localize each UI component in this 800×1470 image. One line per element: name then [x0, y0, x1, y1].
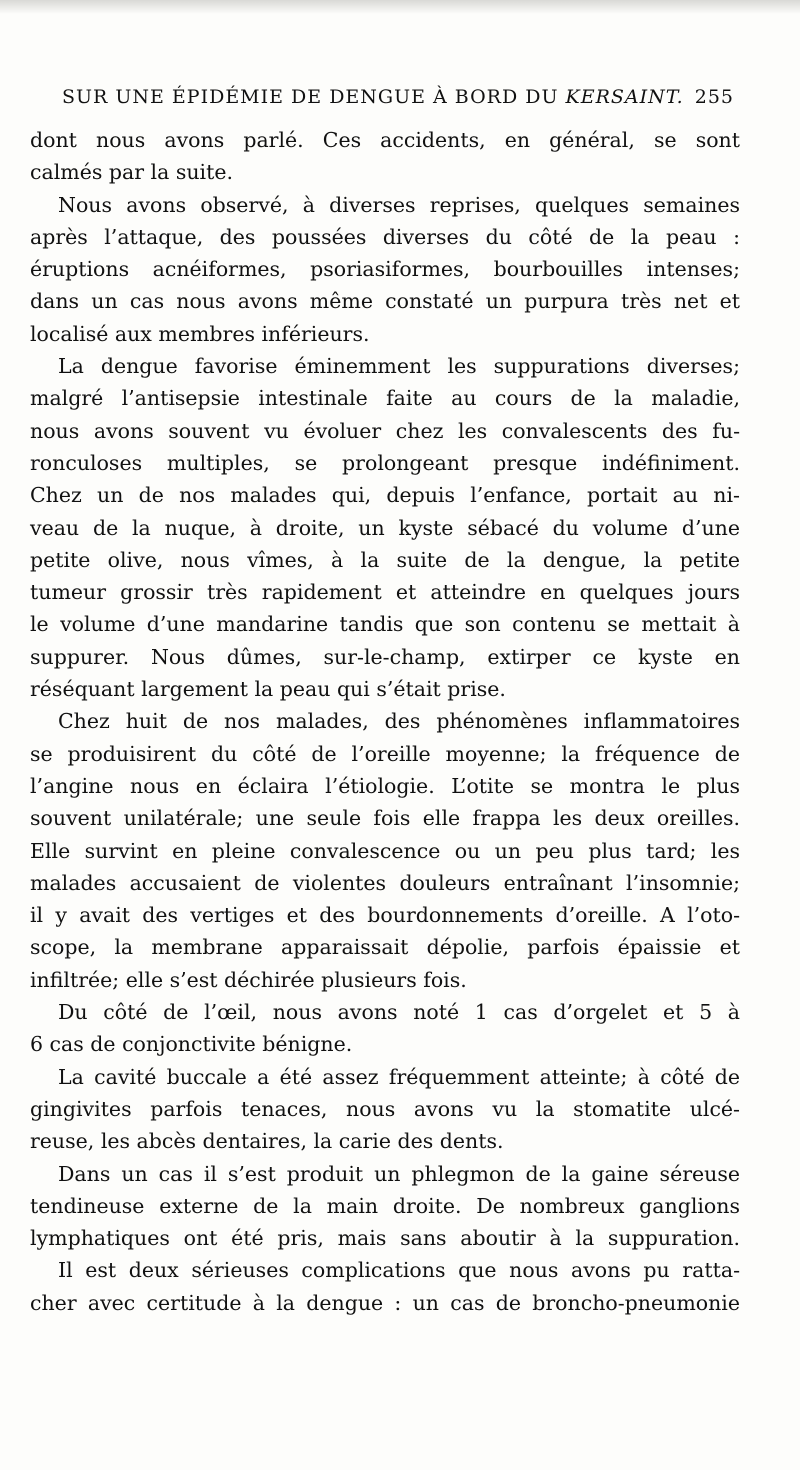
text-line: dont nous avons parlé. Ces accidents, en général, se sont: [30, 128, 740, 152]
text-line: éruptions acnéiformes, psoriasiformes, bourbouilles intenses;: [30, 257, 740, 282]
text-line: le volume d’une mandarine tandis que son contenu se mettait à: [30, 612, 740, 637]
text-line: malades accusaient de violentes douleurs entraînant l’insomnie;: [30, 870, 740, 895]
text-line: reuse, les abcès dentaires, la carie des dents.: [30, 1129, 504, 1154]
text-line: réséquant largement la peau qui s’était prise.: [30, 677, 506, 702]
text-line: il y avait des vertiges et des bourdonnements d’oreille. A l’oto-: [30, 903, 740, 928]
text-line: calmés par la suite.: [30, 160, 233, 185]
page-number: 255: [694, 86, 734, 108]
text-line: nous avons souvent vu évoluer chez les convalescents des fu-: [30, 418, 740, 443]
running-title: SUR UNE ÉPIDÉMIE DE DENGUE À BORD DU: [62, 86, 559, 108]
text-line: scope, la membrane apparaissait dépolie, parfois épaissie et: [30, 935, 740, 960]
text-line: gingivites parfois tenaces, nous avons vu la stomatite ulcé-: [30, 1096, 740, 1121]
text-line: Elle survint en pleine convalescence ou un peu plus tard; les: [30, 838, 740, 863]
ship-name: KERSAINT.: [565, 86, 684, 108]
page-top-edge: [0, 0, 800, 14]
text-line: veau de la nuque, à droite, un kyste sébacé du volume d’une: [30, 515, 740, 540]
text-line: suppurer. Nous dûmes, sur-le-champ, extirper ce kyste en: [30, 644, 740, 669]
text-line: Dans un cas il s’est produit un phlegmon de la gaine séreuse: [58, 1161, 740, 1186]
text-line: Chez huit de nos malades, des phénomènes inflammatoires: [58, 709, 740, 734]
text-line: l’angine nous en éclaira l’étiologie. L’otite se montra le plus: [30, 773, 740, 798]
text-line: localisé aux membres inférieurs.: [30, 321, 370, 346]
text-line: malgré l’antisepsie intestinale faite au cours de la maladie,: [30, 386, 740, 411]
text-line: La dengue favorise éminemment les suppurations diverses;: [58, 354, 740, 379]
text-line: Du côté de l’œil, nous avons noté 1 cas d’orgelet et 5 à: [58, 1000, 740, 1025]
text-line: après l’attaque, des poussées diverses du côté de la peau :: [30, 224, 740, 249]
text-line: se produisirent du côté de l’oreille moyenne; la fréquence de: [30, 741, 740, 766]
text-line: tumeur grossir très rapidement et atteindre en quelques jours: [30, 580, 740, 605]
text-line: La cavité buccale a été assez fréquemment atteinte; à côté de: [58, 1064, 740, 1089]
text-line: petite olive, nous vîmes, à la suite de la dengue, la petite: [30, 547, 740, 572]
body-text: [30, 124, 740, 1319]
text-line: infiltrée; elle s’est déchirée plusieurs fois.: [30, 967, 467, 992]
text-line: Il est deux sérieuses complications que nous avons pu ratta-: [58, 1258, 740, 1283]
text-line: dans un cas nous avons même constaté un purpura très net et: [30, 289, 740, 314]
text-line: Nous avons observé, à diverses reprises, quelques semaines: [58, 192, 740, 217]
text-line: ronculoses multiples, se prolongeant presque indéfiniment.: [30, 450, 740, 475]
text-line: souvent unilatérale; une seule fois elle frappa les deux oreilles.: [30, 806, 740, 831]
text-line: 6 cas de conjonctivite bénigne.: [30, 1032, 353, 1057]
text-line: tendineuse externe de la main droite. De nombreux ganglions: [30, 1193, 740, 1218]
running-header: [56, 86, 736, 116]
text-line: lymphatiques ont été pris, mais sans aboutir à la suppuration.: [30, 1226, 740, 1251]
text-line: cher avec certitude à la dengue : un cas de broncho-pneumonie: [30, 1290, 740, 1315]
text-line: Chez un de nos malades qui, depuis l’enfance, portait au ni-: [30, 483, 740, 508]
running-title-group: [62, 86, 684, 108]
